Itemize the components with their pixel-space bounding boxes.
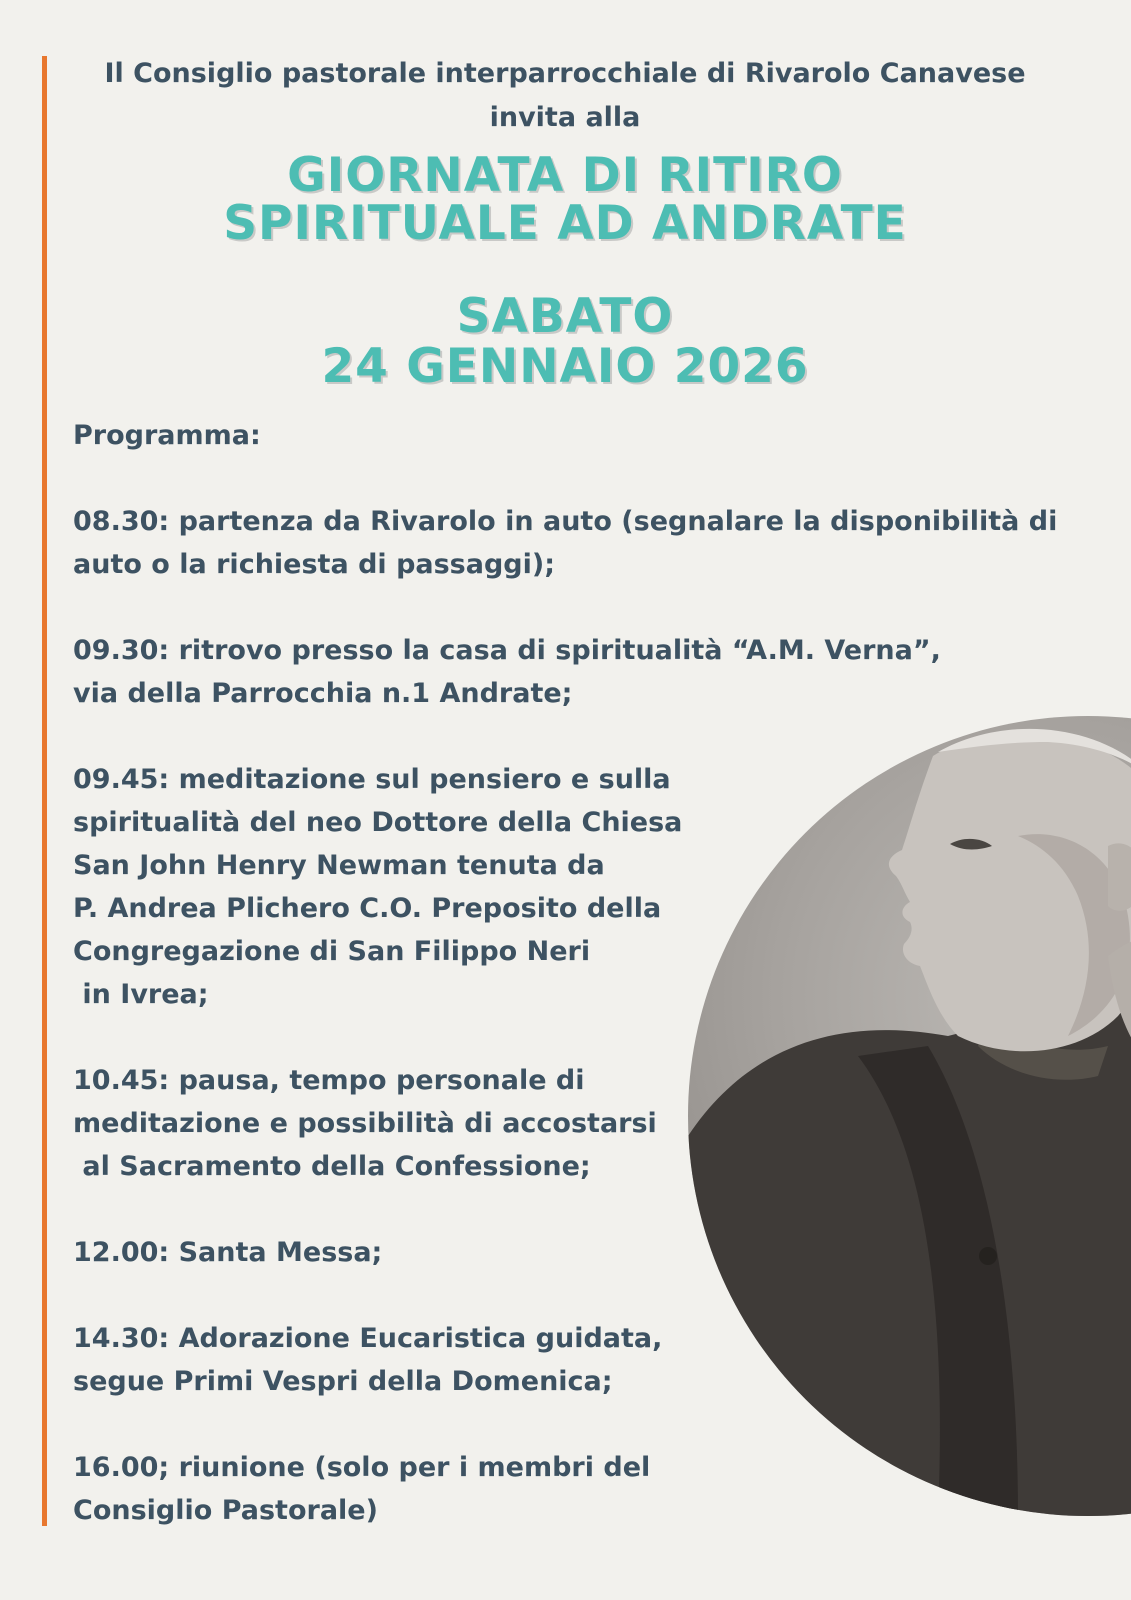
program-item-line: in Ivrea; [73, 979, 209, 1010]
program-item-1200 [73, 1231, 1057, 1274]
program-item-line: Congregazione di San Filippo Neri [73, 936, 591, 967]
program [73, 414, 1057, 1532]
program-item-line: San John Henry Newman tenuta da [73, 850, 605, 881]
program-item-line: 10.45: pausa, tempo personale di [73, 1065, 585, 1096]
program-item-line: 16.00; riunione (solo per i membri del [73, 1452, 651, 1483]
program-item-line: al Sacramento della Confessione; [73, 1151, 591, 1182]
program-item-line: 08.30: partenza da Rivarolo in auto (segnalare la disponibilità di [73, 506, 1058, 537]
program-item-0945 [73, 758, 1057, 1016]
program-item-line: 09.30: ritrovo presso la casa di spiritualità “A.M. Verna”, [73, 635, 941, 666]
program-item-line: 14.30: Adorazione Eucaristica guidata, [73, 1323, 663, 1354]
program-item-line: via della Parrocchia n.1 Andrate; [73, 678, 573, 709]
program-title: Programma: [73, 420, 261, 451]
event-date [60, 289, 1070, 394]
program-item-line: auto o la richiesta di passaggi); [73, 549, 556, 580]
program-item-line: 12.00: Santa Messa; [73, 1237, 383, 1268]
event-date-full: 24 GENNAIO 2026 [321, 339, 809, 394]
program-item-line: segue Primi Vespri della Domenica; [73, 1366, 613, 1397]
event-title [60, 148, 1070, 251]
event-title-line-1: GIORNATA DI RITIRO [287, 148, 843, 203]
program-item-line: meditazione e possibilità di accostarsi [73, 1108, 657, 1139]
header-line-1: Il Consiglio pastorale interparrocchiale di Rivarolo Canavese [104, 58, 1026, 89]
program-item-line: Consiglio Pastorale) [73, 1495, 378, 1526]
program-item-line: spiritualità del neo Dottore della Chiesa [73, 807, 683, 838]
event-title-line-2: SPIRITUALE AD ANDRATE [223, 196, 907, 251]
program-item-1430 [73, 1317, 1057, 1403]
program-item-1045 [73, 1059, 1057, 1188]
accent-bar [42, 56, 47, 1526]
program-item-0930 [73, 629, 1057, 715]
program-item-line: P. Andrea Plichero C.O. Preposito della [73, 893, 662, 924]
program-item-1600 [73, 1446, 1057, 1532]
header [60, 52, 1070, 140]
program-item-line: 09.45: meditazione sul pensiero e sulla [73, 764, 671, 795]
header-line-2: invita alla [489, 102, 641, 133]
event-date-day: SABATO [456, 289, 674, 344]
program-item-0830 [73, 500, 1057, 586]
